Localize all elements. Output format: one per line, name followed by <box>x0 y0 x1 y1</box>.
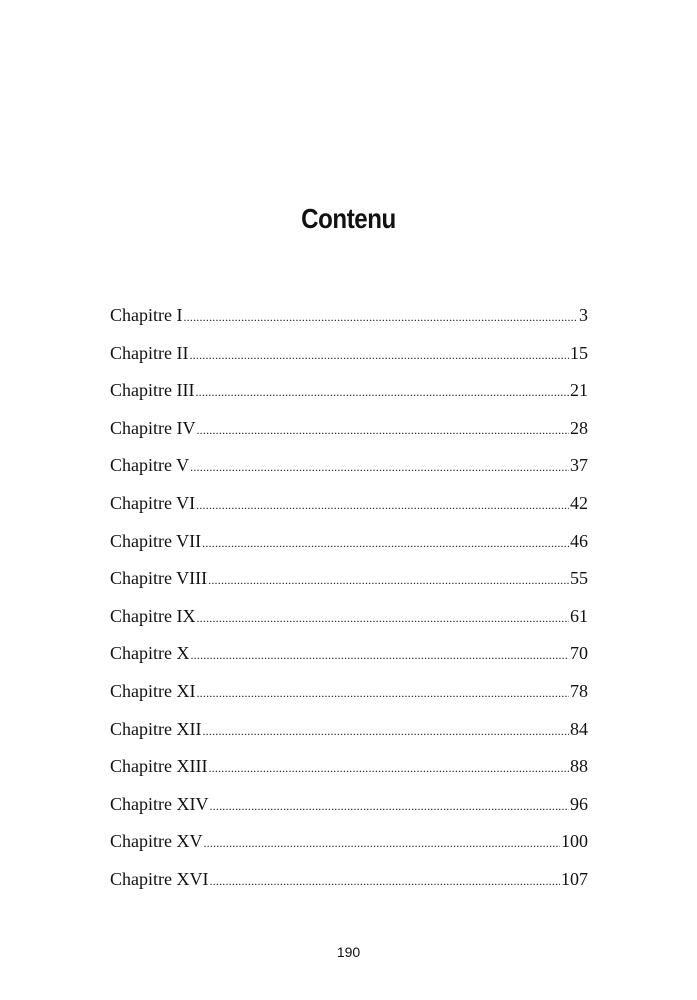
toc-entry <box>110 526 588 564</box>
toc-entry <box>110 676 588 714</box>
toc-dot-leader <box>189 340 569 370</box>
toc-entry-label: Chapitre II <box>110 342 189 363</box>
toc-dot-leader <box>195 377 569 407</box>
toc-entry-page: 107 <box>561 868 588 889</box>
toc-entry-page: 100 <box>561 831 588 852</box>
toc-entry-label: Chapitre IX <box>110 605 196 626</box>
toc-entry-label: Chapitre XIII <box>110 756 208 777</box>
toc-entry-page: 78 <box>570 680 588 701</box>
toc-entry-label: Chapitre XV <box>110 831 203 852</box>
toc-entry <box>110 338 588 376</box>
toc-entry <box>110 601 588 639</box>
toc-entry-label: Chapitre XVI <box>110 868 209 889</box>
toc-entry-page: 96 <box>570 793 588 814</box>
toc-entry-label: Chapitre XII <box>110 718 202 739</box>
toc-dot-leader <box>209 866 560 896</box>
toc-entry-label: Chapitre III <box>110 380 195 401</box>
toc-dot-leader <box>196 490 569 520</box>
table-of-contents <box>110 300 588 902</box>
toc-entry <box>110 563 588 601</box>
toc-entry-page: 3 <box>579 305 588 325</box>
page-number: 190 <box>336 944 361 960</box>
toc-dot-leader <box>196 603 569 633</box>
toc-dot-leader <box>202 528 569 558</box>
toc-entry <box>110 375 588 413</box>
toc-dot-leader <box>203 828 560 858</box>
toc-entry-page: 37 <box>570 455 588 476</box>
toc-dot-leader <box>208 753 569 783</box>
toc-dot-leader <box>190 452 569 482</box>
toc-dot-leader <box>190 640 569 670</box>
toc-entry <box>110 413 588 451</box>
toc-entry-page: 28 <box>570 417 588 438</box>
toc-dot-leader <box>208 565 569 595</box>
toc-entry-label: Chapitre XIV <box>110 793 209 814</box>
toc-entry-label: Chapitre VII <box>110 530 202 551</box>
toc-entry-label: Chapitre IV <box>110 417 196 438</box>
toc-entry-label: Chapitre VIII <box>110 568 208 589</box>
toc-dot-leader <box>209 791 569 821</box>
toc-dot-leader <box>183 302 578 332</box>
toc-entry <box>110 714 588 752</box>
toc-dot-leader <box>196 678 569 708</box>
toc-dot-leader <box>196 415 569 445</box>
toc-entry-label: Chapitre VI <box>110 492 196 513</box>
toc-entry <box>110 789 588 827</box>
toc-entry-page: 42 <box>570 492 588 513</box>
toc-dot-leader <box>202 716 569 746</box>
toc-entry-page: 61 <box>570 605 588 626</box>
toc-entry <box>110 488 588 526</box>
toc-entry-page: 21 <box>570 380 588 401</box>
toc-entry-label: Chapitre I <box>110 305 183 325</box>
toc-entry-page: 55 <box>570 568 588 589</box>
toc-entry-label: Chapitre XI <box>110 680 196 701</box>
toc-entry <box>110 450 588 488</box>
toc-entry <box>110 300 588 338</box>
toc-entry-label: Chapitre V <box>110 455 190 476</box>
toc-entry-page: 84 <box>570 718 588 739</box>
toc-entry <box>110 826 588 864</box>
toc-entry-page: 88 <box>570 756 588 777</box>
toc-entry-page: 15 <box>570 342 588 363</box>
toc-entry <box>110 751 588 789</box>
toc-entry-label: Chapitre X <box>110 643 190 664</box>
toc-entry-page: 46 <box>570 530 588 551</box>
toc-entry-page: 70 <box>570 643 588 664</box>
page-title: Contenu <box>301 203 396 234</box>
toc-entry <box>110 638 588 676</box>
toc-entry <box>110 864 588 902</box>
